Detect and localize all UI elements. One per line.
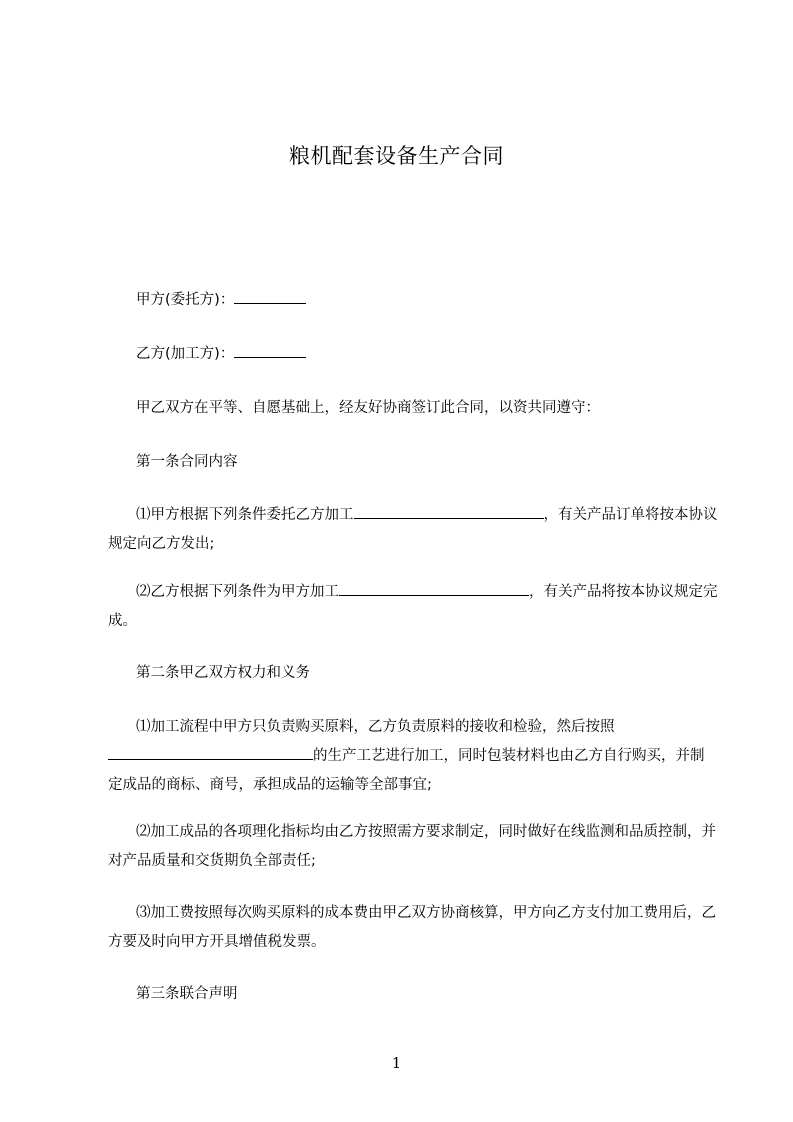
page-number: 1 (391, 1054, 402, 1072)
article-1-item-1-text-end: ，有关产品订单将按本协议规定向乙方发出; (108, 507, 718, 552)
party-a-line (108, 286, 718, 315)
article-2-item-2: ⑵加工成品的各项理化指标均由乙方按照需方要求制定，同时做好在线监测和品质控制，并对产品质量和交货期负全部责任; (108, 824, 716, 869)
article-1-item-2-text-start: ⑵乙方根据下列条件为甲方加工 (136, 584, 339, 600)
article-1-item-1-blank[interactable] (354, 503, 544, 519)
party-b-line (108, 340, 718, 369)
article-1-item-2 (108, 578, 718, 636)
article-3-heading: 第三条联合声明 (136, 986, 238, 1002)
party-a-blank[interactable] (234, 288, 306, 304)
article-1-item-1-text-start: ⑴甲方根据下列条件委托乙方加工 (136, 507, 354, 523)
party-b-blank[interactable] (234, 342, 306, 358)
article-2-item-1-text-start: ⑴加工流程中甲方只负责购买原料，乙方负责原料的接收和检验，然后按照 (136, 719, 615, 735)
article-1-heading: 第一条合同内容 (136, 454, 238, 470)
party-b-label: 乙方(加工方)： (136, 346, 235, 362)
article-2-item-1-text-end: 的生产工艺进行加工，同时包装材料也由乙方自行购买，并制定成品的商标、商号，承担成品的运输等全部事宜; (108, 748, 705, 793)
article-1-item-2-text-end: ，有关产品将按本协议规定完成。 (108, 584, 718, 629)
article-2-heading: 第二条甲乙双方权力和义务 (136, 665, 310, 681)
party-a-label: 甲方(委托方)： (136, 292, 235, 308)
article-2-item-3: ⑶加工费按照每次购买原料的成本费由甲乙双方协商核算，甲方向乙方支付加工费用后，乙方要及时向甲方开具增值税发票。 (108, 905, 716, 950)
article-2-item-1-blank[interactable] (108, 744, 313, 760)
article-1-item-1 (108, 501, 718, 559)
preamble: 甲乙双方在平等、自愿基础上，经友好协商签订此合同，以资共同遵守： (136, 400, 600, 416)
document-title: 粮机配套设备生产合同 (289, 144, 504, 168)
article-1-item-2-blank[interactable] (339, 580, 529, 596)
article-2-item-1 (108, 713, 718, 800)
